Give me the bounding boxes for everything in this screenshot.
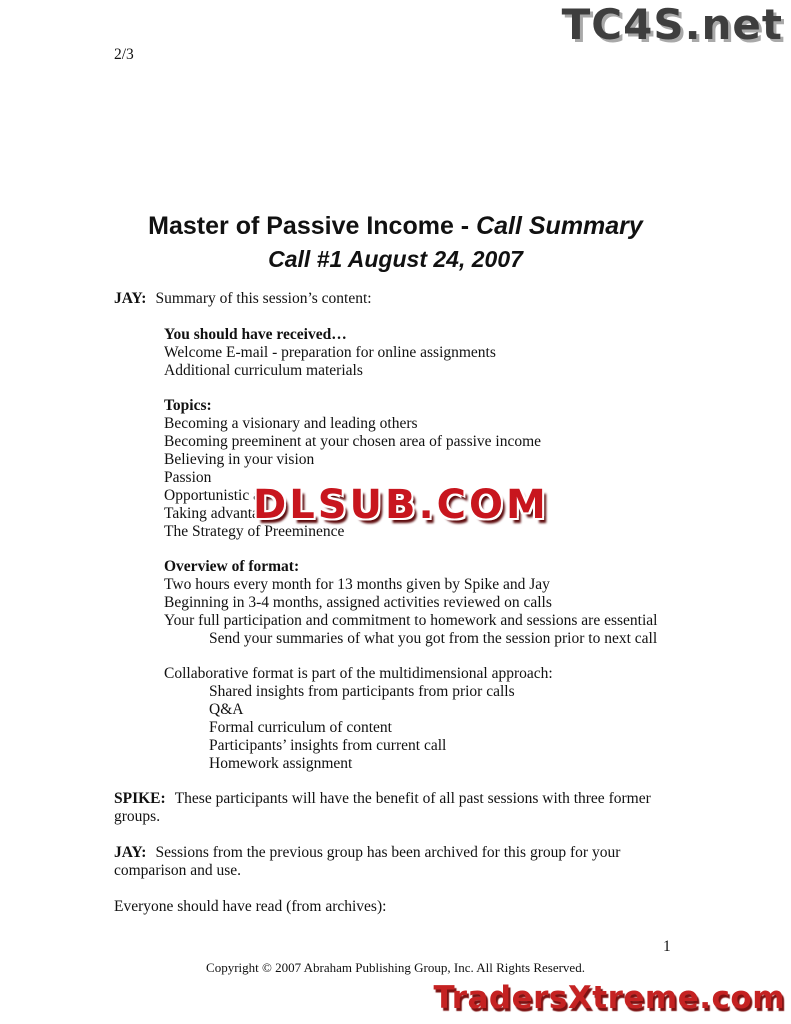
topics-item: Taking advanta bbox=[164, 505, 259, 522]
spike-text: These participants will have the benefit of all past sessions with three former groups. bbox=[114, 790, 651, 825]
topics-item: Opportunistic a bbox=[164, 487, 260, 504]
collaborative-intro: Collaborative format is part of the multidimensional approach: bbox=[164, 665, 553, 682]
overview-item: Two hours every month for 13 months given by Spike and Jay bbox=[164, 576, 550, 593]
spike-paragraph bbox=[114, 790, 694, 826]
collaborative-section bbox=[114, 665, 694, 773]
overview-item: Your full participation and commitment to homework and sessions are essential bbox=[164, 612, 658, 629]
collaborative-item: Participants’ insights from current call bbox=[209, 737, 447, 754]
closing-line: Everyone should have read (from archives): bbox=[114, 898, 387, 915]
speaker-label-jay: JAY: bbox=[114, 844, 147, 861]
speaker-label-spike: SPIKE: bbox=[114, 790, 166, 807]
received-item: Welcome E-mail - preparation for online assignments bbox=[164, 344, 496, 361]
topics-item: The Strategy of Preeminence bbox=[164, 523, 345, 540]
speaker-label-jay: JAY: bbox=[114, 290, 147, 307]
topics-item: Becoming a visionary and leading others bbox=[164, 415, 418, 432]
collaborative-item: Homework assignment bbox=[209, 755, 353, 772]
jay-archive-paragraph bbox=[114, 844, 694, 880]
jay-summary-paragraph bbox=[114, 290, 694, 308]
title-italic-part: Call Summary bbox=[476, 212, 643, 240]
document-title bbox=[0, 210, 791, 276]
dlsub-watermark: DLSUB.COM bbox=[253, 482, 549, 528]
page-number: 1 bbox=[663, 938, 671, 955]
received-section bbox=[114, 326, 694, 380]
topics-item: Believing in your vision bbox=[164, 451, 315, 468]
overview-item: Beginning in 3-4 months, assigned activities reviewed on calls bbox=[164, 594, 552, 611]
overview-heading: Overview of format: bbox=[164, 558, 300, 575]
received-item: Additional curriculum materials bbox=[164, 362, 363, 379]
copyright-line: Copyright © 2007 Abraham Publishing Group, Inc. All Rights Reserved. bbox=[206, 960, 585, 975]
tradersxtreme-watermark: TradersXtreme.com bbox=[433, 980, 785, 1016]
overview-sub-item: Send your summaries of what you got from the session prior to next call bbox=[209, 630, 658, 647]
page-indicator: 2/3 bbox=[114, 46, 134, 63]
topics-item: Passion bbox=[164, 469, 212, 486]
topics-heading: Topics: bbox=[164, 397, 212, 414]
topics-item: Becoming preeminent at your chosen area of passive income bbox=[164, 433, 542, 450]
jay-summary-text: Summary of this session’s content: bbox=[155, 290, 372, 307]
collaborative-item: Q&A bbox=[209, 701, 244, 718]
jay-archive-text: Sessions from the previous group has been archived for this group for your comparison and use. bbox=[114, 844, 621, 879]
tc4s-watermark: TC4S.net bbox=[561, 0, 783, 49]
title-line-2: Call #1 August 24, 2007 bbox=[268, 246, 523, 272]
title-regular-part: Master of Passive Income - bbox=[148, 212, 477, 240]
received-heading: You should have received… bbox=[164, 326, 347, 343]
title-line-1 bbox=[0, 210, 791, 243]
collaborative-item: Shared insights from participants from prior calls bbox=[209, 683, 515, 700]
overview-section bbox=[114, 558, 694, 648]
collaborative-item: Formal curriculum of content bbox=[209, 719, 392, 736]
